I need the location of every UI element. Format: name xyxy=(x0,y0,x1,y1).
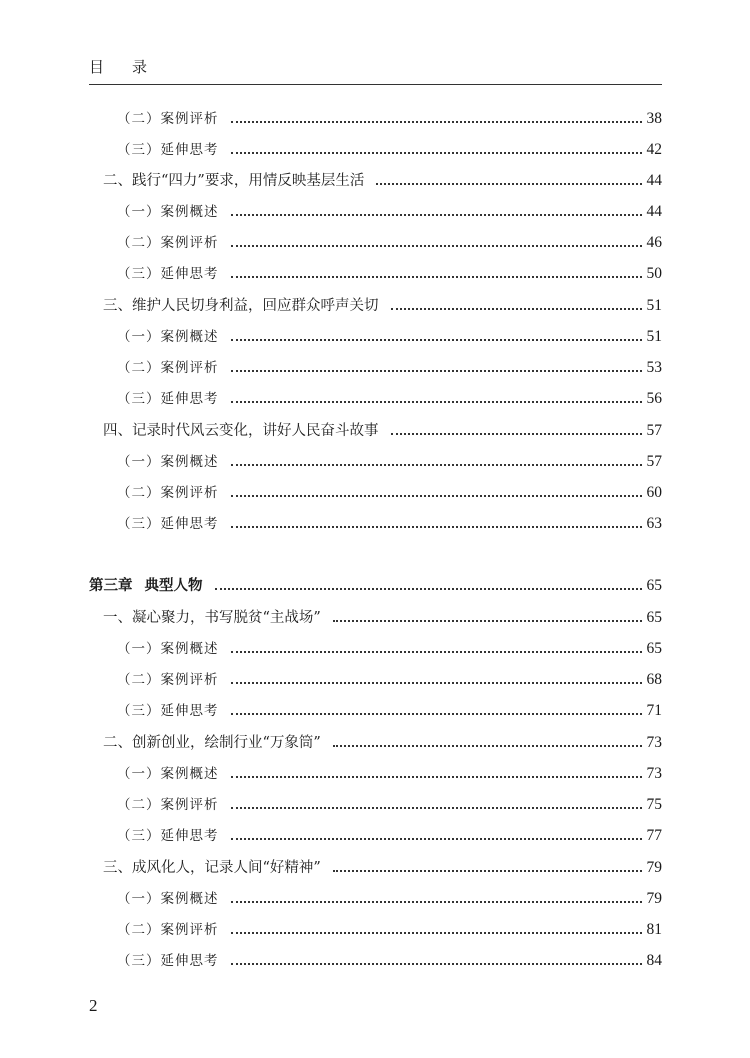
toc-entry-title: （三）延伸思考 xyxy=(117,516,219,532)
toc-entry-title: （一）案例概述 xyxy=(117,454,219,470)
dot-leader xyxy=(231,152,643,154)
dot-leader xyxy=(231,932,643,934)
toc-entry-page: 44 xyxy=(646,172,662,189)
dot-leader xyxy=(376,183,642,185)
toc-entry-title: （三）延伸思考 xyxy=(117,828,219,844)
toc-entry-page: 51 xyxy=(646,297,662,314)
running-head xyxy=(89,56,147,77)
toc-entry-page: 81 xyxy=(646,921,662,938)
toc-entry-subsection[interactable] xyxy=(89,762,662,786)
dot-leader xyxy=(333,745,642,747)
toc-entry-chapter[interactable] xyxy=(89,574,662,598)
toc-entry-section[interactable] xyxy=(89,856,662,880)
toc-entry-subsection[interactable] xyxy=(89,793,662,817)
running-head-char-1: 目 xyxy=(89,58,105,76)
dot-leader xyxy=(231,963,643,965)
toc-entry-subsection[interactable] xyxy=(89,887,662,911)
toc-entry-subsection[interactable] xyxy=(89,325,662,349)
toc-entry-title: 四、记录时代风云变化，讲好人民奋斗故事 xyxy=(103,423,379,439)
running-head-char-2: 录 xyxy=(132,58,148,76)
dot-leader xyxy=(333,620,642,622)
toc-entry-subsection[interactable] xyxy=(89,637,662,661)
dot-leader xyxy=(231,838,643,840)
toc-entry-section[interactable] xyxy=(89,731,662,755)
toc-entry-page: 51 xyxy=(646,328,662,345)
toc-entry-subsection[interactable] xyxy=(89,668,662,692)
toc-entry-title: （一）案例概述 xyxy=(117,204,219,220)
toc-entry-title: 一、凝心聚力，书写脱贫“主战场” xyxy=(103,610,321,626)
toc-entry-title: 二、践行“四力”要求，用情反映基层生活 xyxy=(103,173,365,189)
dot-leader xyxy=(231,776,643,778)
dot-leader xyxy=(231,682,643,684)
toc-entry-subsection[interactable] xyxy=(89,356,662,380)
dot-leader xyxy=(231,401,643,403)
toc-entry-subsection[interactable] xyxy=(89,200,662,224)
toc-entry-page: 57 xyxy=(646,453,662,470)
toc-entry-title: （二）案例评析 xyxy=(117,922,219,938)
toc-entry-page: 46 xyxy=(646,234,662,251)
dot-leader xyxy=(333,870,642,872)
toc-entry-page: 79 xyxy=(646,890,662,907)
toc-entry-title: （二）案例评析 xyxy=(117,672,219,688)
toc-entry-title: （二）案例评析 xyxy=(117,485,219,501)
dot-leader xyxy=(215,588,643,590)
dot-leader xyxy=(231,370,643,372)
toc-entry-page: 65 xyxy=(646,640,662,657)
toc-entry-page: 42 xyxy=(646,141,662,158)
toc-entry-subsection[interactable] xyxy=(89,824,662,848)
toc-entry-title: （一）案例概述 xyxy=(117,641,219,657)
toc-entry-section[interactable] xyxy=(89,169,662,193)
dot-leader xyxy=(231,464,643,466)
toc-entry-page: 56 xyxy=(646,390,662,407)
dot-leader xyxy=(231,276,643,278)
toc-entry-title: （三）延伸思考 xyxy=(117,266,219,282)
dot-leader xyxy=(231,214,643,216)
toc-entry-page: 71 xyxy=(646,702,662,719)
toc-entry-page: 79 xyxy=(646,859,662,876)
toc-entry-subsection[interactable] xyxy=(89,262,662,286)
toc-entry-title: （一）案例概述 xyxy=(117,329,219,345)
toc-entry-subsection[interactable] xyxy=(89,512,662,536)
toc-entry-page: 53 xyxy=(646,359,662,376)
toc-entry-subsection[interactable] xyxy=(89,138,662,162)
toc-entry-title xyxy=(89,574,203,598)
toc-entry-title: （二）案例评析 xyxy=(117,111,219,127)
toc-entry-page: 84 xyxy=(646,952,662,969)
toc-entry-section[interactable] xyxy=(89,606,662,630)
toc-entry-page: 73 xyxy=(646,765,662,782)
toc-entry-title: （二）案例评析 xyxy=(117,797,219,813)
toc-entry-page: 65 xyxy=(646,577,662,594)
toc-entry-title: （三）延伸思考 xyxy=(117,953,219,969)
toc-entry-page: 60 xyxy=(646,484,662,501)
toc-entry-page: 75 xyxy=(646,796,662,813)
toc-entry-page: 63 xyxy=(646,515,662,532)
toc-entry-title: （二）案例评析 xyxy=(117,235,219,251)
toc-entry-subsection[interactable] xyxy=(89,450,662,474)
dot-leader xyxy=(231,495,643,497)
toc-entry-subsection[interactable] xyxy=(89,949,662,973)
toc-entry-page: 77 xyxy=(646,827,662,844)
dot-leader xyxy=(391,433,643,435)
toc-entry-page: 73 xyxy=(646,734,662,751)
toc-entry-subsection[interactable] xyxy=(89,231,662,255)
chapter-number: 第三章 xyxy=(89,578,133,594)
toc-entry-subsection[interactable] xyxy=(89,481,662,505)
toc-entry-subsection[interactable] xyxy=(89,918,662,942)
toc-entry-title: （一）案例概述 xyxy=(117,891,219,907)
dot-leader xyxy=(391,308,643,310)
toc-entry-page: 50 xyxy=(646,265,662,282)
toc-entry-title: （三）延伸思考 xyxy=(117,391,219,407)
toc-entry-page: 38 xyxy=(646,110,662,127)
page-number: 2 xyxy=(89,996,98,1015)
dot-leader xyxy=(231,121,643,123)
dot-leader xyxy=(231,339,643,341)
toc-entry-page: 65 xyxy=(646,609,662,626)
toc-entry-section[interactable] xyxy=(89,294,662,318)
dot-leader xyxy=(231,713,643,715)
toc-entry-title: 三、成风化人，记录人间“好精神” xyxy=(103,860,321,876)
toc-entry-section[interactable] xyxy=(89,419,662,443)
header-rule xyxy=(89,84,662,85)
toc-entry-title: （三）延伸思考 xyxy=(117,142,219,158)
toc-entry-title: （三）延伸思考 xyxy=(117,703,219,719)
toc-entry-title: （一）案例概述 xyxy=(117,766,219,782)
toc-entry-page: 44 xyxy=(646,203,662,220)
dot-leader xyxy=(231,245,643,247)
toc-entry-title: 二、创新创业，绘制行业“万象筒” xyxy=(103,735,321,751)
chapter-title: 典型人物 xyxy=(144,578,203,594)
toc-entry-subsection[interactable] xyxy=(89,387,662,411)
dot-leader xyxy=(231,651,643,653)
toc-entry-subsection[interactable] xyxy=(89,699,662,723)
toc-entry-subsection[interactable] xyxy=(89,107,662,131)
toc-entry-title: 三、维护人民切身利益，回应群众呼声关切 xyxy=(103,298,379,314)
dot-leader xyxy=(231,901,643,903)
toc-entry-page: 57 xyxy=(646,422,662,439)
toc-entry-title: （二）案例评析 xyxy=(117,360,219,376)
dot-leader xyxy=(231,807,643,809)
dot-leader xyxy=(231,526,643,528)
toc-entry-page: 68 xyxy=(646,671,662,688)
